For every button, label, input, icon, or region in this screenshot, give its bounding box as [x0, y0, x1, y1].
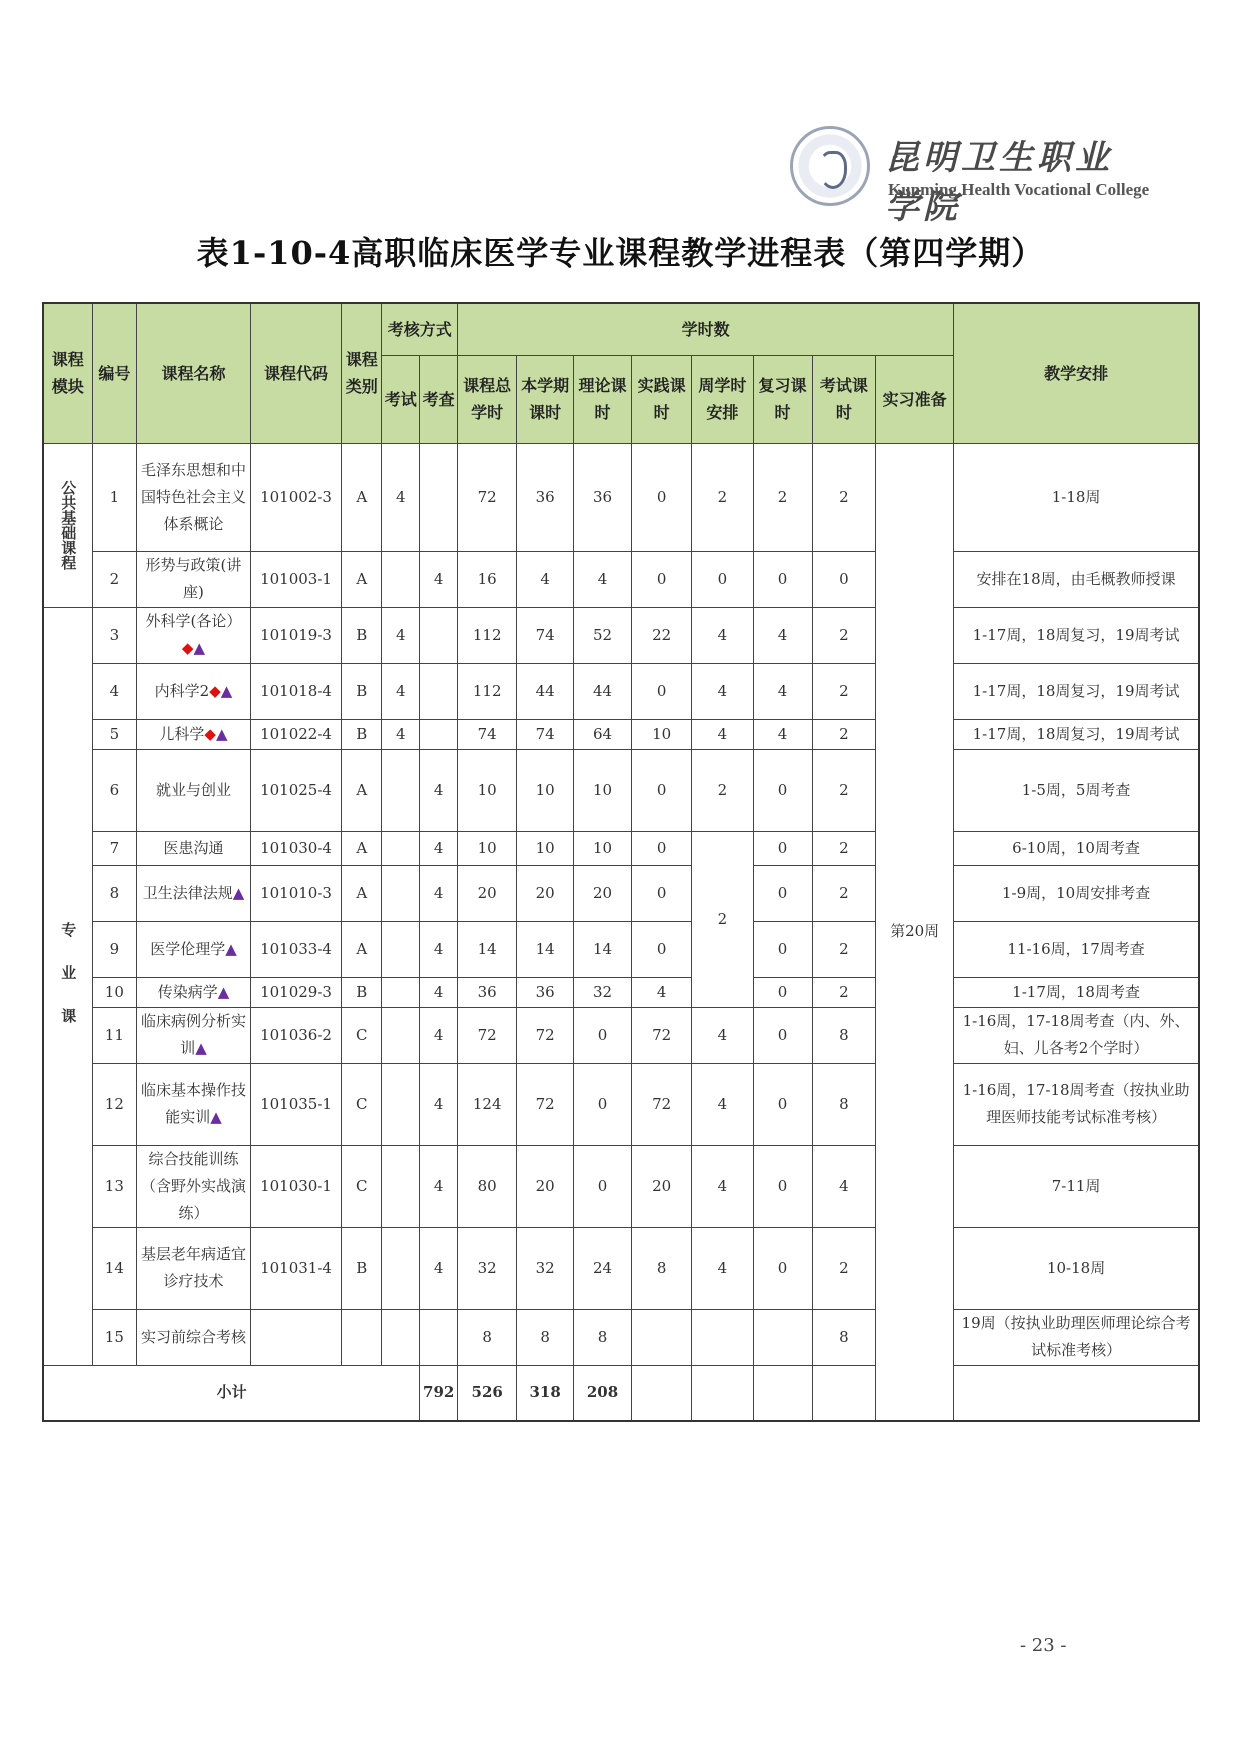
col-hours-group: 学时数: [458, 303, 954, 355]
cell-type: B: [342, 1227, 382, 1309]
cell-plan: 1-9周，10周安排考查: [954, 865, 1199, 921]
cell-check: 4: [420, 831, 458, 865]
cell-exam: [382, 977, 420, 1007]
cell-plan: 1-17周，18周复习，19周考试: [954, 663, 1199, 719]
col-intern: 实习准备: [876, 355, 954, 443]
cell-review: 0: [753, 1007, 812, 1063]
cell-code: 101022-4: [250, 719, 341, 749]
cell-type: A: [342, 749, 382, 831]
cell-theory: 36: [574, 443, 632, 551]
cell-plan: 1-16周，17-18周考查（按执业助理医师技能考试标准考核）: [954, 1063, 1199, 1145]
cell-total: 16: [458, 551, 517, 607]
course-name: 就业与创业: [155, 780, 231, 799]
cell-weekly: 2: [692, 749, 753, 831]
cell-no: 8: [92, 865, 137, 921]
col-practice: 实践课时: [632, 355, 692, 443]
cell-term: 36: [517, 443, 574, 551]
cell-total: 80: [458, 1145, 517, 1227]
course-name: 儿科学: [159, 724, 205, 743]
cell-plan: 11-16周，17周考查: [954, 921, 1199, 977]
cell-no: 4: [92, 663, 137, 719]
cell-total: 14: [458, 921, 517, 977]
subtotal-exam-hours: [753, 1365, 812, 1421]
cell-practice: 72: [632, 1063, 692, 1145]
cell-check: 4: [420, 1145, 458, 1227]
cell-name: [137, 607, 251, 663]
cell-review: 0: [753, 1145, 812, 1227]
cell-code: 101030-1: [250, 1145, 341, 1227]
col-total: 课程总学时: [458, 355, 517, 443]
cell-exam: 4: [382, 663, 420, 719]
cell-name: [137, 921, 251, 977]
cell-type: A: [342, 443, 382, 551]
cell-term: 72: [517, 1007, 574, 1063]
cell-total: 112: [458, 663, 517, 719]
course-name: 医患沟通: [163, 838, 224, 857]
cell-term: 32: [517, 1227, 574, 1309]
cell-term: 36: [517, 977, 574, 1007]
cell-name: [137, 551, 251, 607]
cell-check: [420, 1309, 458, 1365]
cell-check: [420, 663, 458, 719]
subtotal-review: [692, 1365, 753, 1421]
cell-weekly: 0: [692, 551, 753, 607]
cell-plan: 1-16周，17-18周考查（内、外、妇、儿各考2个学时）: [954, 1007, 1199, 1063]
cell-check: 4: [420, 921, 458, 977]
cell-plan: 6-10周，10周考查: [954, 831, 1199, 865]
cell-exam: [382, 865, 420, 921]
cell-theory: 0: [574, 1145, 632, 1227]
cell-weekly: 4: [692, 719, 753, 749]
course-name: 临床基本操作技能实训: [140, 1081, 246, 1126]
cell-type: A: [342, 921, 382, 977]
cell-theory: 0: [574, 1007, 632, 1063]
cell-type: A: [342, 831, 382, 865]
cell-no: 13: [92, 1145, 137, 1227]
cell-weekly: 4: [692, 663, 753, 719]
cell-theory: 64: [574, 719, 632, 749]
cell-check: 4: [420, 1007, 458, 1063]
course-name: 形势与政策(讲座): [145, 556, 242, 601]
cell-exam-hours: 2: [812, 865, 876, 921]
cell-weekly: 4: [692, 1227, 753, 1309]
cell-review: 0: [753, 921, 812, 977]
cell-plan: 1-17周，18周复习，19周考试: [954, 607, 1199, 663]
cell-code: 101033-4: [250, 921, 341, 977]
cell-term: 74: [517, 607, 574, 663]
cell-type: B: [342, 607, 382, 663]
logo-chinese-name: 昆明卫生职业学院: [885, 138, 1113, 227]
purple-triangle-icon: ▲: [195, 1039, 207, 1057]
table-row: [43, 1063, 1199, 1145]
cell-plan: 1-17周，18周复习，19周考试: [954, 719, 1199, 749]
purple-triangle-icon: ▲: [225, 939, 237, 958]
cell-name: [137, 865, 251, 921]
red-diamond-icon: ◆: [181, 639, 194, 657]
cell-no: 11: [92, 1007, 137, 1063]
cell-name: [137, 749, 251, 831]
table-row: [43, 921, 1199, 977]
cell-total: 72: [458, 1007, 517, 1063]
cell-check: [420, 607, 458, 663]
cell-type: A: [342, 551, 382, 607]
table-row: [43, 551, 1199, 607]
cell-theory: 10: [574, 749, 632, 831]
cell-plan: 19周（按执业助理医师理论综合考试标准考核）: [954, 1309, 1199, 1365]
course-name: 内科学2: [154, 681, 210, 700]
cell-exam-hours: 0: [812, 551, 876, 607]
page-number: - 23 -: [1020, 1635, 1067, 1656]
cell-name: [137, 1309, 251, 1365]
course-name: 传染病学: [157, 982, 218, 1001]
cell-exam: [382, 831, 420, 865]
cell-total: 10: [458, 831, 517, 865]
cell-check: 4: [420, 977, 458, 1007]
cell-theory: 0: [574, 1063, 632, 1145]
cell-exam-hours: 8: [812, 1309, 876, 1365]
col-term: 本学期课时: [517, 355, 574, 443]
cell-theory: 52: [574, 607, 632, 663]
purple-triangle-icon: ▲: [217, 982, 230, 1001]
cell-no: 2: [92, 551, 137, 607]
table-row: [43, 1145, 1199, 1227]
cell-review: [753, 1309, 812, 1365]
cell-practice: [632, 1309, 692, 1365]
cell-plan: 1-17周，18周考查: [954, 977, 1199, 1007]
cell-code: 101036-2: [250, 1007, 341, 1063]
cell-name: [137, 1063, 251, 1145]
college-logo: [790, 124, 1150, 227]
cell-no: 7: [92, 831, 137, 865]
cell-weekly: [692, 1309, 753, 1365]
cell-exam: [382, 551, 420, 607]
cell-name: [137, 719, 251, 749]
cell-exam: [382, 1007, 420, 1063]
cell-no: 14: [92, 1227, 137, 1309]
cell-code: 101010-3: [250, 865, 341, 921]
cell-total: 8: [458, 1309, 517, 1365]
cell-theory: 8: [574, 1309, 632, 1365]
cell-weekly: 2: [692, 443, 753, 551]
cell-code: 101030-4: [250, 831, 341, 865]
cell-theory: 14: [574, 921, 632, 977]
cell-term: 44: [517, 663, 574, 719]
cell-weekly-shared: 2: [692, 831, 753, 1007]
table-row: [43, 607, 1199, 663]
cell-intern-week: 第20周: [876, 443, 954, 1421]
cell-exam-hours: 2: [812, 719, 876, 749]
table-row: [43, 443, 1199, 551]
cell-plan: 1-5周，5周考查: [954, 749, 1199, 831]
cell-type: C: [342, 1063, 382, 1145]
module-major: 专业课: [43, 607, 92, 1365]
course-name: 综合技能训练（含野外实战演练）: [140, 1149, 246, 1222]
subtotal-plan: [812, 1365, 876, 1421]
col-name: 课程名称: [137, 303, 251, 443]
cell-total: 32: [458, 1227, 517, 1309]
cell-total: 10: [458, 749, 517, 831]
col-theory: 理论课时: [574, 355, 632, 443]
col-type: 课程类别: [342, 303, 382, 443]
cell-review: 0: [753, 551, 812, 607]
cell-check: [420, 719, 458, 749]
cell-practice: 20: [632, 1145, 692, 1227]
cell-exam-hours: 2: [812, 443, 876, 551]
cell-exam: [382, 921, 420, 977]
cell-term: 10: [517, 749, 574, 831]
cell-theory: 24: [574, 1227, 632, 1309]
col-review: 复习课时: [753, 355, 812, 443]
cell-type: [342, 1309, 382, 1365]
subtotal-weekly: [632, 1365, 692, 1421]
cell-type: C: [342, 1007, 382, 1063]
cell-no: 12: [92, 1063, 137, 1145]
purple-triangle-icon: ▲: [232, 883, 245, 902]
cell-code: 101019-3: [250, 607, 341, 663]
course-name: 实习前综合考核: [140, 1327, 246, 1346]
cell-practice: 0: [632, 749, 692, 831]
cell-review: 0: [753, 865, 812, 921]
cell-weekly: 4: [692, 607, 753, 663]
col-module: 课程模块: [43, 303, 92, 443]
cell-total: 36: [458, 977, 517, 1007]
cell-no: 3: [92, 607, 137, 663]
subtotal-row: [43, 1365, 1199, 1421]
table-body: [43, 443, 1199, 1421]
cell-exam-hours: 2: [812, 831, 876, 865]
cell-review: 4: [753, 663, 812, 719]
cell-exam-hours: 2: [812, 977, 876, 1007]
purple-triangle-icon: ▲: [215, 724, 228, 743]
cell-weekly: 4: [692, 1063, 753, 1145]
cell-no: 1: [92, 443, 137, 551]
page-title: 表1-10-4高职临床医学专业课程教学进程表（第四学期）: [196, 234, 1045, 272]
course-schedule-table: [42, 302, 1200, 1422]
cell-code: 101035-1: [250, 1063, 341, 1145]
cell-exam-hours: 2: [812, 1227, 876, 1309]
cell-theory: 10: [574, 831, 632, 865]
cell-check: [420, 443, 458, 551]
col-code: 课程代码: [250, 303, 341, 443]
cell-exam-hours: 2: [812, 749, 876, 831]
college-emblem-icon: [790, 126, 870, 206]
cell-exam-hours: 2: [812, 607, 876, 663]
col-plan: 教学安排: [954, 303, 1199, 443]
cell-theory: 32: [574, 977, 632, 1007]
cell-exam: [382, 1145, 420, 1227]
cell-practice: 0: [632, 865, 692, 921]
cell-code: 101031-4: [250, 1227, 341, 1309]
table-row: [43, 719, 1199, 749]
red-diamond-icon: ◆: [209, 681, 221, 700]
cell-type: B: [342, 719, 382, 749]
cell-check: 4: [420, 749, 458, 831]
cell-weekly: 4: [692, 1007, 753, 1063]
cell-plan: 10-18周: [954, 1227, 1199, 1309]
cell-type: C: [342, 1145, 382, 1227]
cell-exam: 4: [382, 719, 420, 749]
cell-exam: [382, 1063, 420, 1145]
table-row: [43, 1227, 1199, 1309]
course-name: 毛泽东思想和中国特色社会主义体系概论: [140, 460, 246, 533]
cell-total: 20: [458, 865, 517, 921]
cell-exam-hours: 8: [812, 1007, 876, 1063]
cell-review: 0: [753, 749, 812, 831]
cell-term: 20: [517, 865, 574, 921]
course-name: 基层老年病适宜诊疗技术: [140, 1245, 246, 1290]
cell-check: 4: [420, 1227, 458, 1309]
cell-practice: 0: [632, 443, 692, 551]
table-row: [43, 663, 1199, 719]
cell-review: 0: [753, 831, 812, 865]
subtotal-term: 526: [458, 1365, 517, 1421]
cell-total: 74: [458, 719, 517, 749]
table-row: [43, 1309, 1199, 1365]
cell-exam: [382, 1227, 420, 1309]
cell-term: 10: [517, 831, 574, 865]
cell-name: [137, 1227, 251, 1309]
cell-exam: [382, 1309, 420, 1365]
cell-review: 2: [753, 443, 812, 551]
course-name: 医学伦理学: [150, 939, 226, 958]
cell-code: 101018-4: [250, 663, 341, 719]
cell-name: [137, 1007, 251, 1063]
cell-no: 6: [92, 749, 137, 831]
cell-plan: 7-11周: [954, 1145, 1199, 1227]
module-public: 公共基础课程: [43, 443, 92, 607]
cell-theory: 4: [574, 551, 632, 607]
table-row: [43, 865, 1199, 921]
course-name: 外科学(各论）: [145, 612, 242, 630]
cell-total: 124: [458, 1063, 517, 1145]
cell-name: [137, 663, 251, 719]
cell-practice: 0: [632, 831, 692, 865]
purple-triangle-icon: ▲: [210, 1108, 222, 1126]
cell-plan: 1-18周: [954, 443, 1199, 551]
cell-practice: 10: [632, 719, 692, 749]
cell-term: 72: [517, 1063, 574, 1145]
cell-check: 4: [420, 865, 458, 921]
table-row: [43, 831, 1199, 865]
purple-triangle-icon: ▲: [220, 681, 233, 700]
cell-exam-hours: 4: [812, 1145, 876, 1227]
cell-exam-hours: 2: [812, 663, 876, 719]
cell-name: [137, 443, 251, 551]
cell-exam: 4: [382, 443, 420, 551]
cell-weekly: 4: [692, 1145, 753, 1227]
cell-check: 4: [420, 1063, 458, 1145]
col-exam-hours: 考试课时: [812, 355, 876, 443]
cell-practice: 0: [632, 921, 692, 977]
purple-triangle-icon: ▲: [193, 639, 206, 657]
cell-practice: 22: [632, 607, 692, 663]
cell-practice: 0: [632, 551, 692, 607]
cell-name: [137, 977, 251, 1007]
cell-term: 4: [517, 551, 574, 607]
cell-term: 20: [517, 1145, 574, 1227]
subtotal-label: 小计: [43, 1365, 420, 1421]
cell-code: 101003-1: [250, 551, 341, 607]
cell-no: 5: [92, 719, 137, 749]
col-exam: 考试: [382, 355, 420, 443]
table-row: [43, 977, 1199, 1007]
cell-code: [250, 1309, 341, 1365]
table-row: [43, 749, 1199, 831]
cell-code: 101002-3: [250, 443, 341, 551]
cell-review: 0: [753, 1227, 812, 1309]
course-name: 卫生法律法规: [142, 883, 233, 902]
cell-term: 8: [517, 1309, 574, 1365]
cell-exam: [382, 749, 420, 831]
col-check: 考查: [420, 355, 458, 443]
cell-exam-hours: 8: [812, 1063, 876, 1145]
col-exam-group: 考核方式: [382, 303, 458, 355]
cell-practice: 0: [632, 663, 692, 719]
cell-review: 0: [753, 1063, 812, 1145]
cell-theory: 44: [574, 663, 632, 719]
cell-term: 14: [517, 921, 574, 977]
cell-no: 10: [92, 977, 137, 1007]
cell-type: A: [342, 865, 382, 921]
col-no: 编号: [92, 303, 137, 443]
cell-review: 4: [753, 719, 812, 749]
red-diamond-icon: ◆: [204, 724, 216, 743]
cell-no: 9: [92, 921, 137, 977]
cell-total: 112: [458, 607, 517, 663]
cell-practice: 4: [632, 977, 692, 1007]
cell-type: B: [342, 663, 382, 719]
cell-exam-hours: 2: [812, 921, 876, 977]
col-weekly: 周学时安排: [692, 355, 753, 443]
cell-plan: 安排在18周，由毛概教师授课: [954, 551, 1199, 607]
cell-name: [137, 831, 251, 865]
cell-review: 0: [753, 977, 812, 1007]
cell-exam: 4: [382, 607, 420, 663]
cell-code: 101029-3: [250, 977, 341, 1007]
course-name: 临床病例分析实训: [140, 1012, 246, 1057]
logo-english-name: Kunming Health Vocational College: [888, 180, 1150, 199]
cell-code: 101025-4: [250, 749, 341, 831]
cell-review: 4: [753, 607, 812, 663]
table-row: [43, 1007, 1199, 1063]
cell-practice: 72: [632, 1007, 692, 1063]
subtotal-total: 792: [420, 1365, 458, 1421]
cell-check: 4: [420, 551, 458, 607]
cell-term: 74: [517, 719, 574, 749]
subtotal-theory: 318: [517, 1365, 574, 1421]
cell-type: B: [342, 977, 382, 1007]
cell-name: [137, 1145, 251, 1227]
cell-total: 72: [458, 443, 517, 551]
cell-no: 15: [92, 1309, 137, 1365]
subtotal-practice: 208: [574, 1365, 632, 1421]
cell-practice: 8: [632, 1227, 692, 1309]
cell-theory: 20: [574, 865, 632, 921]
